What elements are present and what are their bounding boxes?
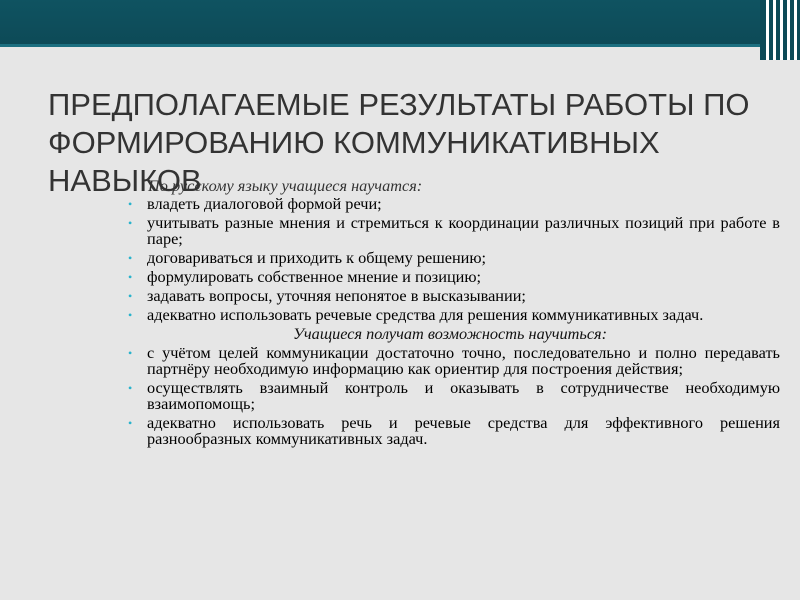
bullet-icon: • xyxy=(128,216,133,230)
bullet-icon: • xyxy=(128,308,133,322)
bullet-icon: • xyxy=(128,197,133,211)
slide-content xyxy=(120,178,780,450)
list-item: • договариваться и приходить к общему решению; xyxy=(128,248,487,267)
list-item: • владеть диалоговой формой речи; xyxy=(128,194,382,213)
bullet-icon: • xyxy=(128,289,133,303)
list-item: • адекватно использовать речь и речевые средства для эффективного решения разнообразных коммуникативных задач. xyxy=(128,413,780,448)
header-bar xyxy=(0,0,800,44)
list-item: • осуществлять взаимный контроль и оказывать в сотрудничестве необходимую взаимопомощь; xyxy=(128,378,780,413)
list-item: • адекватно использовать речевые средства для решения коммуникативных задач. xyxy=(128,305,704,324)
bullet-icon: • xyxy=(128,270,133,284)
list-item: • формулировать собственное мнение и позицию; xyxy=(128,267,482,286)
subheading: Учащиеся получат возможность научиться: xyxy=(292,324,608,343)
learning-outcomes-list xyxy=(120,196,780,323)
slide-title: ПРЕДПОЛАГАЕМЫЕ РЕЗУЛЬТАТЫ РАБОТЫ ПО ФОРМИРОВАНИЮ КОММУНИКАТИВНЫХ НАВЫКОВ xyxy=(48,87,750,198)
bullet-icon: • xyxy=(128,346,133,360)
corner-stripes-decoration xyxy=(760,0,800,60)
bullet-icon: • xyxy=(128,416,133,430)
list-item: • задавать вопросы, уточняя непонятое в высказывании; xyxy=(128,286,526,305)
list-item: • учитывать разные мнения и стремиться к координации различных позиций при работе в паре; xyxy=(128,213,780,248)
intro-line: По русскому языку учащиеся научатся: xyxy=(148,176,423,195)
bullet-icon: • xyxy=(128,251,133,265)
list-item: • с учётом целей коммуникации достаточно точно, последовательно и полно передавать партнёру необходимую информацию как ориентир для построения действия; xyxy=(128,343,780,378)
bullet-icon: • xyxy=(128,381,133,395)
opportunities-list xyxy=(120,345,780,447)
header-bar-edge xyxy=(0,44,800,47)
